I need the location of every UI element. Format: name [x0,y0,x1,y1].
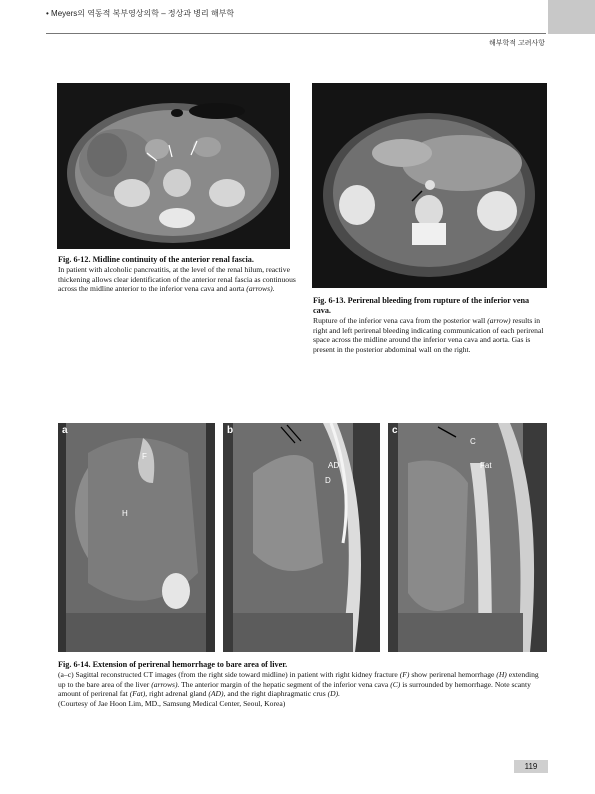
annotation-C: C [470,437,476,446]
fig-6-13-caption [313,296,548,354]
fig-6-14-emph-Fat: (Fat), [129,689,148,699]
running-header-book-title: • Meyers의 역동적 복부영상의학 – 정상과 병리 해부학 [46,9,235,18]
fig-6-13-body-emph: (arrow) [487,316,511,325]
fig-6-14-body-6: right adrenal gland [149,689,207,699]
fig-6-12-ct-image [57,83,290,249]
fig-6-14-emph-C: (C) [390,679,401,689]
chapter-side-tab [548,0,595,34]
annotation-H: H [122,509,128,518]
fig-6-13-title: Fig. 6-13. Perirenal bleeding from rupture of the inferior vena cava. [313,296,530,315]
fig-6-12-body-emph: (arrows). [246,284,275,294]
annotation-D: D [325,476,331,485]
header-rule [46,33,546,34]
fig-6-14-title: Fig. 6-14. Extension of perirenal hemorrhage to bare area of liver. [58,660,288,669]
fig-6-14-body-3: extending up to the bare area of the liver [58,670,539,689]
panel-label-c: c [392,425,398,436]
fig-6-14-courtesy: (Courtesy of Jae Hoon Lim, MD., Samsung Medical Center, Seoul, Korea) [58,698,286,708]
fig-6-12-body [58,265,298,294]
fig-6-14-caption [58,660,548,708]
fig-6-14-body-1: (a–c) Sagittal reconstructed CT images (from the right side toward midline) in patient with right kidney fracture [58,670,398,679]
fig-6-14-emph-F: (F) [399,670,410,679]
fig-6-13-body-pre: Rupture of the inferior vena cava from the posterior wall [313,316,486,325]
panel-label-b: b [227,425,234,436]
fig-6-12-title: Fig. 6-12. Midline continuity of the anterior renal fascia. [58,255,254,264]
fig-6-14-body-4: The anterior margin of the hepatic segment of the inferior vena cava [181,679,389,689]
fig-6-14-body-2: show perirenal hemorrhage [411,670,495,679]
fig-6-13-body [313,316,548,354]
annotation-AD: AD [328,461,340,470]
fig-6-14-body-5: is surrounded by hemorrhage. Note scanty amount of perirenal fat [58,679,531,699]
fig-6-12-caption [58,255,298,294]
fig-6-14-body [58,670,548,699]
running-header-section: 해부학적 고려사항 [488,40,545,47]
fig-6-14-emph-arrows: (arrows). [151,679,180,689]
fig-6-14-emph-AD: (AD), [208,689,226,699]
fig-6-13-ct-image [312,83,547,288]
fig-6-14-panel-b [223,423,380,652]
page-number: 119 [514,760,548,773]
annotation-F: F [142,452,147,461]
fig-6-14-panel-a [58,423,215,652]
fig-6-14-emph-D: (D). [327,689,341,699]
fig-6-14-emph-H: (H) [496,670,507,679]
fig-6-14-panel-c [388,423,547,652]
fig-6-13-body-post: results in right and left perirenal bleeding indicating communication of each perirenal space across the midline around the inferior vena cava and aorta. Gas is present in the posterior abdominal wall on the right. [313,316,544,354]
fig-6-12-body-text: In patient with alcoholic pancreatitis, at the level of the renal hilum, reactive thickening allows clear identification of the anterior renal fascia as continuous across the midline anterior to the inferior vena cava and aorta [58,265,296,294]
fig-6-14-body-7: and the right diaphragmatic crus [227,689,326,699]
panel-label-a: a [62,425,68,436]
annotation-Fat: Fat [480,461,492,470]
